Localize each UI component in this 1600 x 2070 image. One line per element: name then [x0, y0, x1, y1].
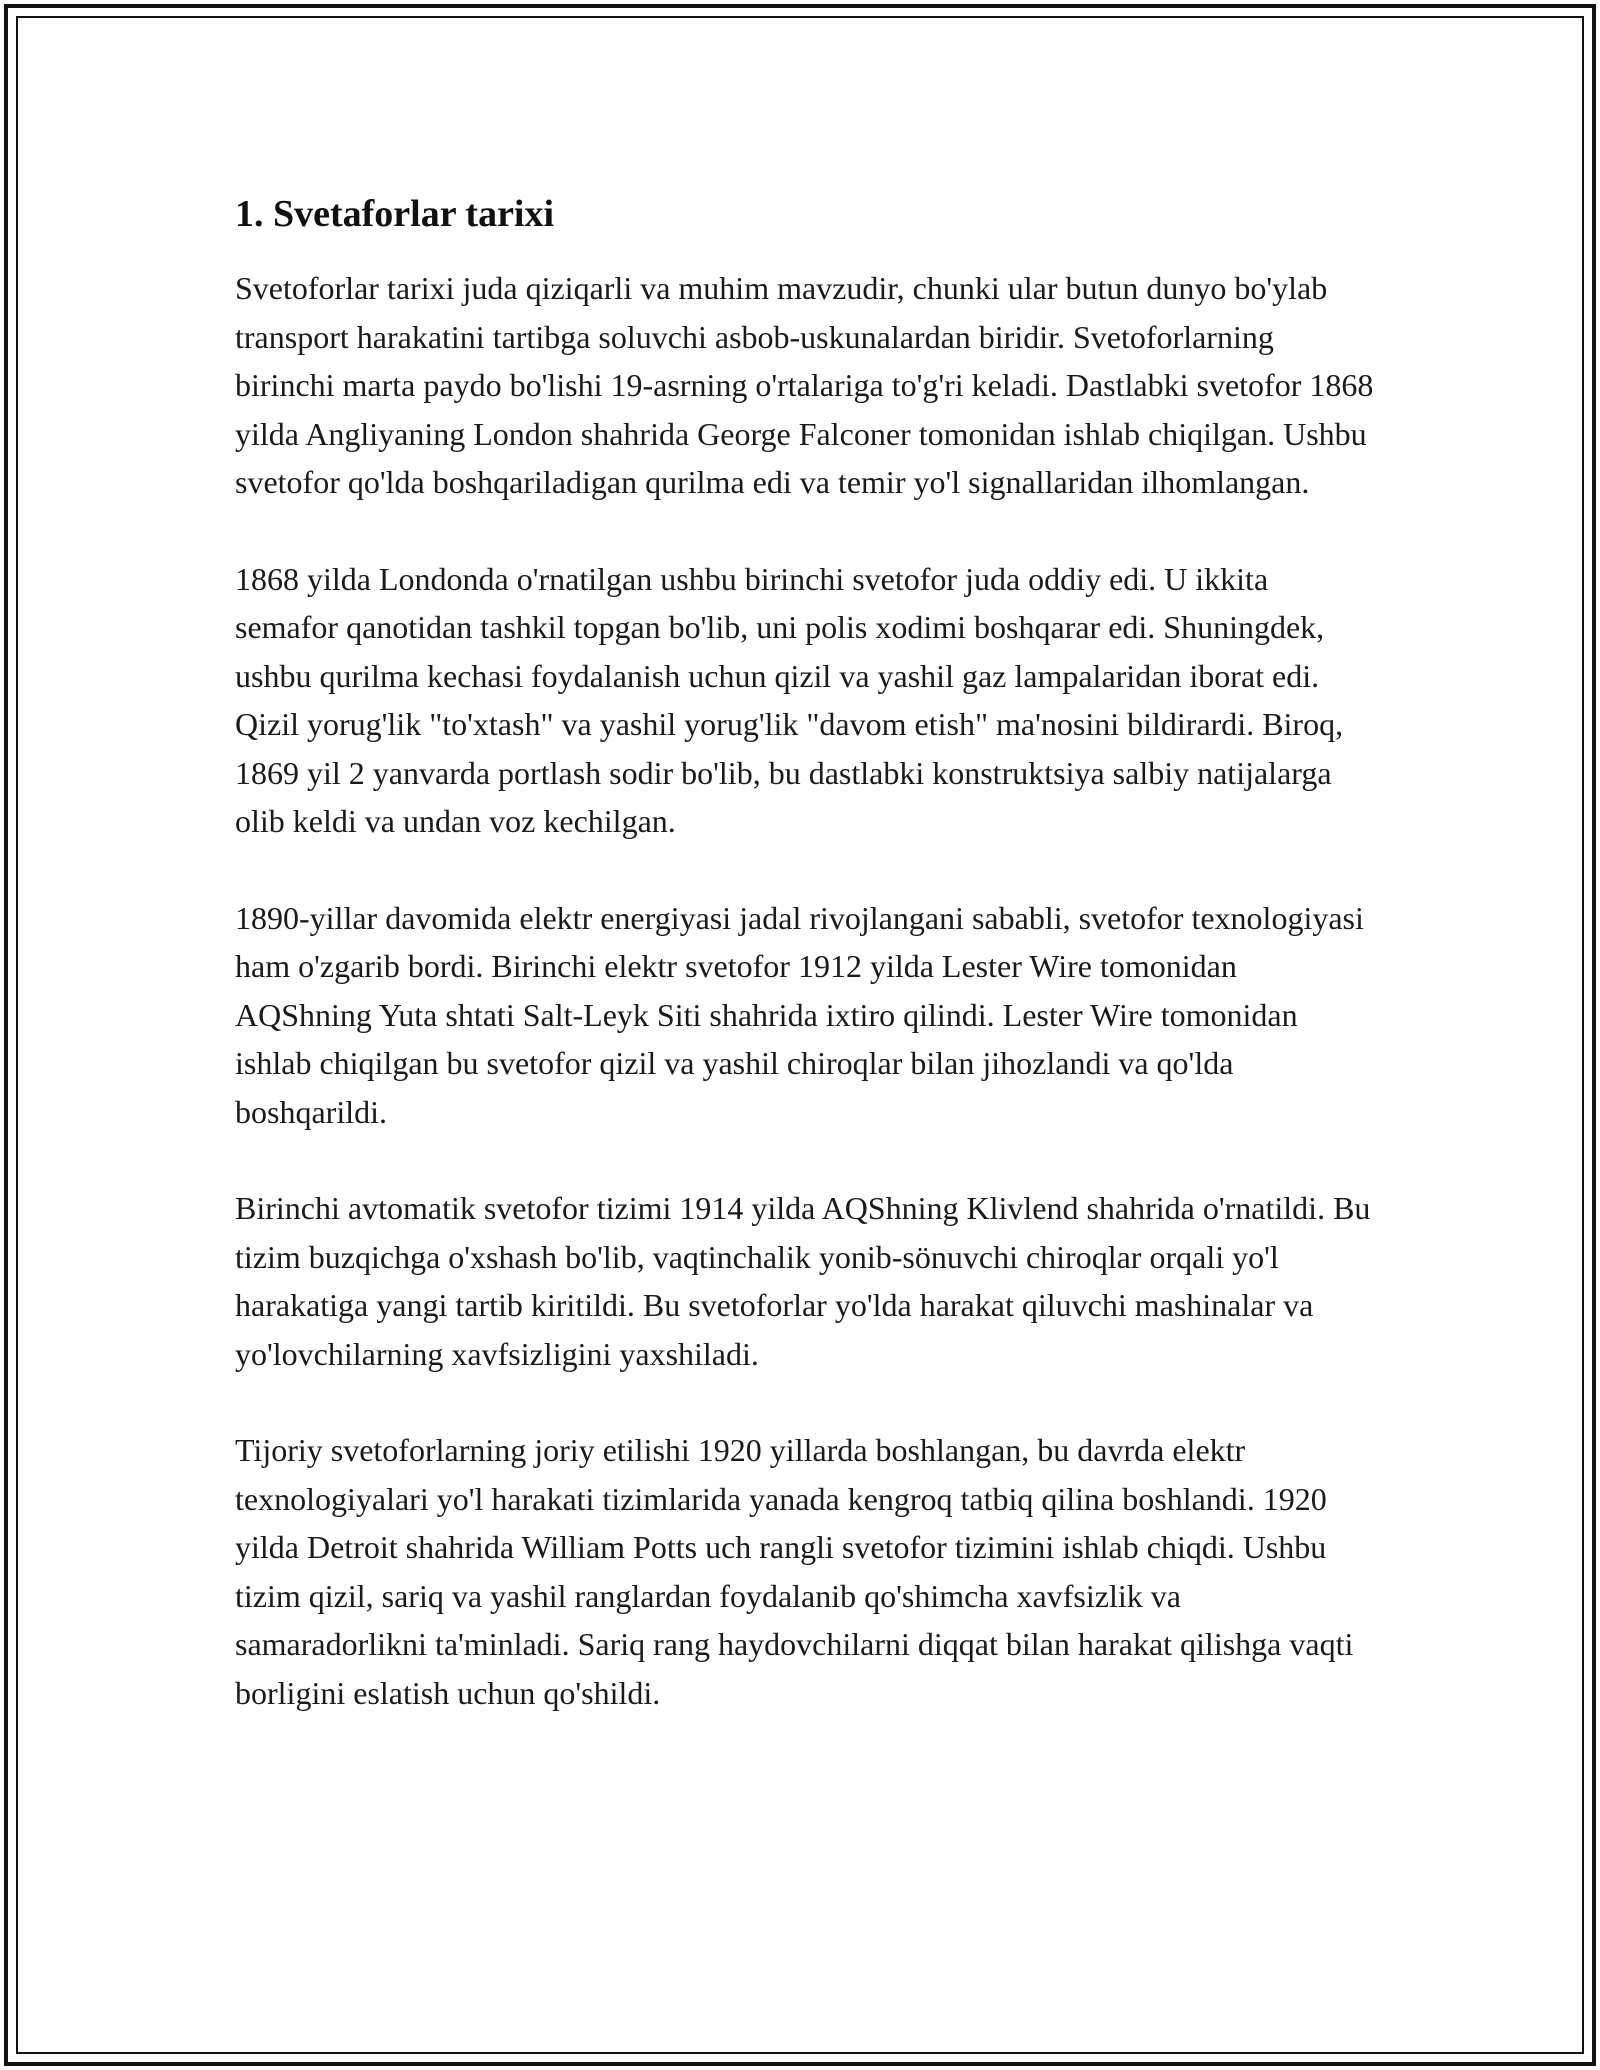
- document-body: [235, 186, 1375, 1765]
- paragraph-1: Svetoforlar tarixi juda qiziqarli va muhim mavzudir, chunki ular butun dunyo bo'ylab transport harakatini tartibga soluvchi asbob-uskunalardan biridir. Svetoforlarning birinchi marta paydo bo'lishi 19-asrning o'rtalariga to'g'ri keladi. Dastlabki svetofor 1868 yilda Angliyaning London shahrida George Falconer tomonidan ishlab chiqilgan. Ushbu svetofor qo'lda boshqariladigan qurilma edi va temir yo'l signallaridan ilhomlangan.: [235, 270, 1374, 500]
- paragraph-5: Tijoriy svetoforlarning joriy etilishi 1920 yillarda boshlangan, bu davrda elektr texnologiyalari yo'l harakati tizimlarida yanada kengroq tatbiq qilina boshlandi. 1920 yilda Detroit shahrida William Potts uch rangli svetofor tizimini ishlab chiqdi. Ushbu tizim qizil, sariq va yashil ranglardan foydalanib qo'shimcha xavfsizlik va samaradorlikni ta'minladi. Sariq rang haydovchilarni diqqat bilan harakat qilishga vaqti borligini eslatish uchun qo'shildi.: [235, 1432, 1354, 1711]
- paragraph-4: Birinchi avtomatik svetofor tizimi 1914 yilda AQShning Klivlend shahrida o'rnatildi. Bu tizim buzqichga o'xshash bo'lib, vaqtinchalik yonib-sönuvchi chiroqlar orqali yo'l harakatiga yangi tartib kiritildi. Bu svetoforlar yo'lda harakat qiluvchi mashinalar va yo'lovchilarning xavfsizligini yaxshiladi.: [235, 1190, 1371, 1372]
- section-heading: 1. Svetaforlar tarixi: [235, 193, 555, 235]
- paragraph-3: 1890-yillar davomida elektr energiyasi jadal rivojlangani sababli, svetofor texnologiyasi ham o'zgarib bordi. Birinchi elektr svetofor 1912 yilda Lester Wire tomonidan AQShning Yuta shtati Salt-Leyk Siti shahrida ixtiro qilindi. Lester Wire tomonidan ishlab chiqilgan bu svetofor qizil va yashil chiroqlar bilan jihozlandi va qo'lda boshqarildi.: [235, 899, 1364, 1130]
- paragraph-2: 1868 yilda Londonda o'rnatilgan ushbu birinchi svetofor juda oddiy edi. U ikkita semafor qanotidan tashkil topgan bo'lib, uni polis xodimi boshqarar edi. Shuningdek, ushbu qurilma kechasi foydalanish uchun qizil va yashil gaz lampalaridan iborat edi. Qizil yorug'lik "to'xtash" va yashil yorug'lik "davom etish" ma'nosini bildirardi. Biroq, 1869 yil 2 yanvarda portlash sodir bo'lib, bu dastlabki konstruktsiya salbiy natijalarga olib keldi va undan voz kechilgan.: [235, 560, 1344, 839]
